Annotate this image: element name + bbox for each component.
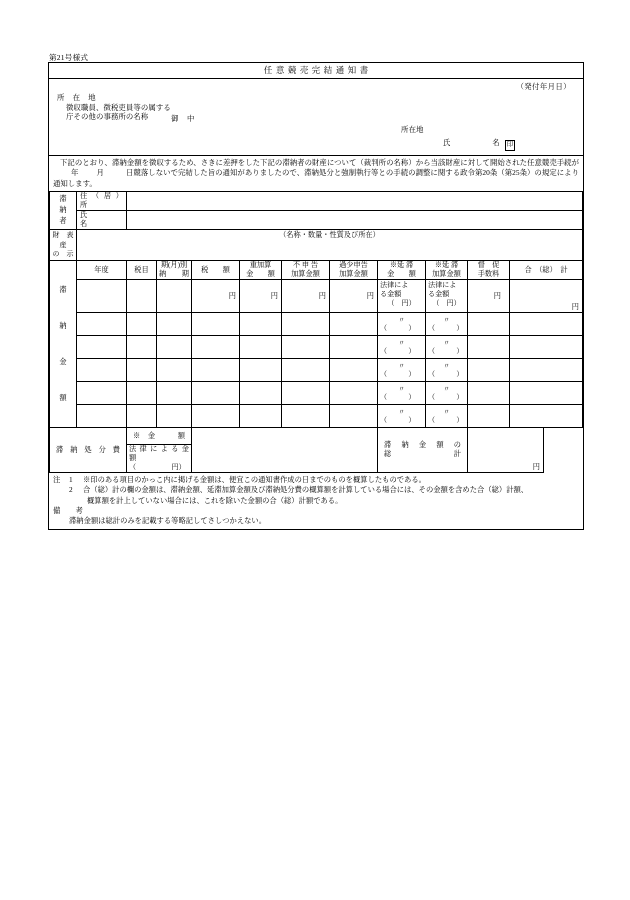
cell-underreport-4[interactable] bbox=[330, 359, 378, 382]
sender-address-label: 所在地 bbox=[401, 125, 424, 134]
cell-taxamount-2[interactable] bbox=[192, 313, 240, 336]
cell-grandtotal-2[interactable] bbox=[510, 313, 583, 336]
remarks-text: 滞納金額は総計のみを記載する等略記してさしつかえない。 bbox=[69, 516, 267, 526]
body-line-3: 0条（第25条）の規定により通知します。 bbox=[53, 168, 579, 188]
amount-label-char-2: 納 bbox=[59, 322, 67, 331]
cell-taxitem-1[interactable] bbox=[127, 280, 157, 313]
sender-name-row bbox=[401, 137, 515, 151]
taxpayer-label-char-2: 納 bbox=[59, 206, 67, 215]
column-header-period: 期(月)別 納 期 bbox=[157, 261, 192, 280]
cell-grandtotal-5[interactable] bbox=[510, 382, 583, 405]
column-header-delinquency-amount: ※延 滞 金 額 bbox=[378, 261, 426, 280]
body-line-2a: 任意競売手続が bbox=[527, 157, 579, 167]
amount-row-5 bbox=[50, 382, 583, 405]
cell-nonfiling-2[interactable] bbox=[282, 313, 330, 336]
total-delinquency-label: 滞 納 金 額 の 総 計 bbox=[378, 428, 468, 473]
cell-taxitem-2[interactable] bbox=[127, 313, 157, 336]
cell-taxamount-3[interactable] bbox=[192, 336, 240, 359]
cell-year-6[interactable] bbox=[77, 405, 127, 428]
form-body bbox=[48, 62, 584, 530]
cell-period-1[interactable] bbox=[157, 280, 192, 313]
taxpayer-vertical-label bbox=[50, 192, 77, 230]
footer-blank-cell[interactable] bbox=[192, 428, 378, 473]
property-vertical-label bbox=[50, 230, 77, 261]
note-1-text: ※印のある項目のかっこ内に掲げる金額は、便宜この通知書作成の日までのものを概算したものである。 bbox=[83, 474, 426, 484]
letterhead-block bbox=[49, 79, 583, 156]
cell-underreport-5[interactable] bbox=[330, 382, 378, 405]
cell-year-3[interactable] bbox=[77, 336, 127, 359]
cell-nonfiling-5[interactable] bbox=[282, 382, 330, 405]
cell-delinquency-surcharge-5[interactable]: 〃 （ ） bbox=[426, 382, 468, 405]
amount-row-3 bbox=[50, 336, 583, 359]
note-1-number: 1 bbox=[69, 474, 73, 484]
remarks-label: 備 考 bbox=[53, 506, 87, 515]
taxpayer-address-row bbox=[50, 192, 583, 211]
cell-delinquency-surcharge-2[interactable]: 〃 （ ） bbox=[426, 313, 468, 336]
notes-block bbox=[49, 473, 583, 529]
remarks-label-row bbox=[53, 506, 579, 516]
amount-header-row bbox=[50, 261, 583, 280]
cell-nonfiling-4[interactable] bbox=[282, 359, 330, 382]
cell-demandfee-4[interactable] bbox=[468, 359, 510, 382]
cell-grandtotal-6[interactable] bbox=[510, 405, 583, 428]
cell-taxitem-5[interactable] bbox=[127, 382, 157, 405]
cell-heavy-6[interactable] bbox=[240, 405, 282, 428]
cell-heavy-3[interactable] bbox=[240, 336, 282, 359]
addressee-office-line2: 庁その他の事務所の名称 bbox=[66, 112, 149, 122]
cell-grandtotal-3[interactable] bbox=[510, 336, 583, 359]
cell-demandfee-6[interactable] bbox=[468, 405, 510, 428]
amount-row-6 bbox=[50, 405, 583, 428]
sender-name-label-shi: 氏 bbox=[443, 138, 451, 147]
cell-taxamount-6[interactable] bbox=[192, 405, 240, 428]
cell-grandtotal-4[interactable] bbox=[510, 359, 583, 382]
cell-period-3[interactable] bbox=[157, 336, 192, 359]
cell-delinquency-surcharge-3[interactable]: 〃 （ ） bbox=[426, 336, 468, 359]
addressee-location-label: 所 在 地 bbox=[57, 93, 99, 102]
property-label-line-3: の 示 bbox=[52, 249, 74, 258]
column-header-nonfiling-surcharge: 不 申 告 加算金額 bbox=[282, 261, 330, 280]
cell-delinquency-5[interactable]: 〃 （ ） bbox=[378, 382, 426, 405]
cell-year-1[interactable] bbox=[77, 280, 127, 313]
sender-name-label-mei: 名 bbox=[492, 138, 500, 147]
property-value-cell[interactable] bbox=[77, 230, 583, 261]
body-line-1: 下記のとおり、滞納金額を徴収するため、さきに差押をした下記の滞納者の財産について（裁判所の名称）から当該財産に対して開始された bbox=[60, 157, 528, 167]
cell-taxamount-5[interactable] bbox=[192, 382, 240, 405]
addressee-block bbox=[57, 93, 171, 122]
amount-row-1 bbox=[50, 280, 583, 313]
cell-delinquency-1[interactable]: 法律によ る金額 （ 円） bbox=[378, 280, 426, 313]
sender-block bbox=[401, 124, 515, 151]
cell-underreport-1[interactable]: 円 bbox=[330, 280, 378, 313]
note-2-row bbox=[53, 485, 579, 495]
cell-period-5[interactable] bbox=[157, 382, 192, 405]
seal-stamp-icon: 印 bbox=[505, 140, 515, 151]
cell-delinquency-surcharge-6[interactable]: 〃 （ ） bbox=[426, 405, 468, 428]
cell-taxamount-4[interactable] bbox=[192, 359, 240, 382]
column-header-underreport-surcharge: 過少申告 加算金額 bbox=[330, 261, 378, 280]
note-1-row bbox=[53, 475, 579, 485]
column-header-year: 年度 bbox=[77, 261, 127, 280]
cell-delinquency-6[interactable]: 〃 （ ） bbox=[378, 405, 426, 428]
document-title: 任意競売完結通知書 bbox=[49, 63, 583, 79]
cell-nonfiling-3[interactable] bbox=[282, 336, 330, 359]
cell-demandfee-3[interactable] bbox=[468, 336, 510, 359]
body-paragraph bbox=[49, 156, 583, 192]
column-header-grandtotal: 合 （総） 計 bbox=[510, 261, 583, 280]
cell-delinquency-surcharge-4[interactable]: 〃 （ ） bbox=[426, 359, 468, 382]
cell-period-4[interactable] bbox=[157, 359, 192, 382]
amount-vertical-label bbox=[50, 261, 77, 428]
onchu-honorific: 御 中 bbox=[171, 113, 198, 123]
cell-period-2[interactable] bbox=[157, 313, 192, 336]
cell-demandfee-5[interactable] bbox=[468, 382, 510, 405]
cell-heavy-5[interactable] bbox=[240, 382, 282, 405]
cell-delinquency-2[interactable]: 〃 （ ） bbox=[378, 313, 426, 336]
main-data-table bbox=[49, 192, 583, 473]
cell-nonfiling-6[interactable] bbox=[282, 405, 330, 428]
body-line-2c: 月 bbox=[96, 168, 104, 178]
note-2-text-line-1: 合（総）計の欄の金額は、滞納金額、延滞加算金額及び滞納処分費の概算額を計算している場合には、その金額を含めた合（総）計額、 bbox=[83, 485, 529, 495]
cell-underreport-6[interactable] bbox=[330, 405, 378, 428]
taxpayer-name-value[interactable] bbox=[127, 211, 583, 230]
notes-label: 注 bbox=[53, 474, 61, 484]
column-header-taxamount: 税 額 bbox=[192, 261, 240, 280]
footer-row-amount bbox=[50, 428, 583, 445]
cell-heavy-2[interactable] bbox=[240, 313, 282, 336]
property-note: （名称・数量・性質及び所在） bbox=[279, 231, 380, 240]
amount-label-char-3: 金 bbox=[59, 358, 67, 367]
amount-row-4 bbox=[50, 359, 583, 382]
amount-row-2 bbox=[50, 313, 583, 336]
body-line-2d: 日競落しないで完結した旨の通知がありましたので、滞納処分と強制執行等との手続の調整に関する政令第2 bbox=[125, 168, 487, 178]
cell-heavy-1[interactable]: 円 bbox=[240, 280, 282, 313]
note-2-continuation: 概算額を計上していない場合には、これを除いた金額の合（総）計額である。 bbox=[87, 495, 343, 505]
cell-year-2[interactable] bbox=[77, 313, 127, 336]
form-number: 第21号様式 bbox=[49, 53, 89, 62]
cell-delinquency-4[interactable]: 〃 （ ） bbox=[378, 359, 426, 382]
cell-delinquency-3[interactable]: 〃 （ ） bbox=[378, 336, 426, 359]
cell-year-4[interactable] bbox=[77, 359, 127, 382]
cell-taxitem-6[interactable] bbox=[127, 405, 157, 428]
column-header-taxitem: 税目 bbox=[127, 261, 157, 280]
amount-label-char-4: 額 bbox=[59, 394, 67, 403]
cell-taxitem-4[interactable] bbox=[127, 359, 157, 382]
cell-demandfee-2[interactable] bbox=[468, 313, 510, 336]
issue-date-label: （発付年月日） bbox=[516, 82, 571, 91]
addressee-office-line1: 徴収職員、徴税吏員等の属する bbox=[66, 102, 171, 112]
total-delinquency-value[interactable]: 円 bbox=[468, 428, 544, 473]
cell-year-5[interactable] bbox=[77, 382, 127, 405]
property-label-line-2: 産 bbox=[59, 240, 67, 249]
cell-delinquency-surcharge-1[interactable]: 法律によ る金額 （ 円） bbox=[426, 280, 468, 313]
disposal-cost-amount-label: ※ 金 額 bbox=[127, 428, 192, 445]
column-header-delinquency-surcharge: ※延 滞 加算金額 bbox=[426, 261, 468, 280]
taxpayer-name-row bbox=[50, 211, 583, 230]
property-label-line-1: 財 表 bbox=[52, 231, 74, 240]
column-header-heavy-surcharge: 重加算 金 額 bbox=[240, 261, 282, 280]
taxpayer-label-char-3: 者 bbox=[59, 217, 67, 226]
taxpayer-label-char-1: 滞 bbox=[59, 195, 67, 204]
taxpayer-address-label: 住 （ 居 ） 所 bbox=[77, 192, 127, 211]
cell-heavy-4[interactable] bbox=[240, 359, 282, 382]
cell-underreport-2[interactable] bbox=[330, 313, 378, 336]
column-header-demand-fee: 督 促 手数料 bbox=[468, 261, 510, 280]
taxpayer-name-label: 氏 名 bbox=[77, 211, 127, 230]
amount-label-char-1: 滞 bbox=[59, 286, 67, 295]
note-2-number: 2 bbox=[69, 485, 73, 495]
cell-nonfiling-1[interactable]: 円 bbox=[282, 280, 330, 313]
disposal-cost-label: 滞 納 処 分 費 bbox=[50, 428, 127, 473]
taxpayer-address-value[interactable] bbox=[127, 192, 583, 211]
cell-grandtotal-1[interactable]: 円 bbox=[510, 280, 583, 313]
body-line-2b: 年 bbox=[71, 168, 79, 178]
cell-period-6[interactable] bbox=[157, 405, 192, 428]
cell-taxitem-3[interactable] bbox=[127, 336, 157, 359]
cell-underreport-3[interactable] bbox=[330, 336, 378, 359]
property-row bbox=[50, 230, 583, 261]
disposal-cost-legal-amount[interactable]: 法 律 に よ る 金 額 （ 円） bbox=[127, 445, 192, 473]
cell-demandfee-1[interactable]: 円 bbox=[468, 280, 510, 313]
cell-taxamount-1[interactable]: 円 bbox=[192, 280, 240, 313]
